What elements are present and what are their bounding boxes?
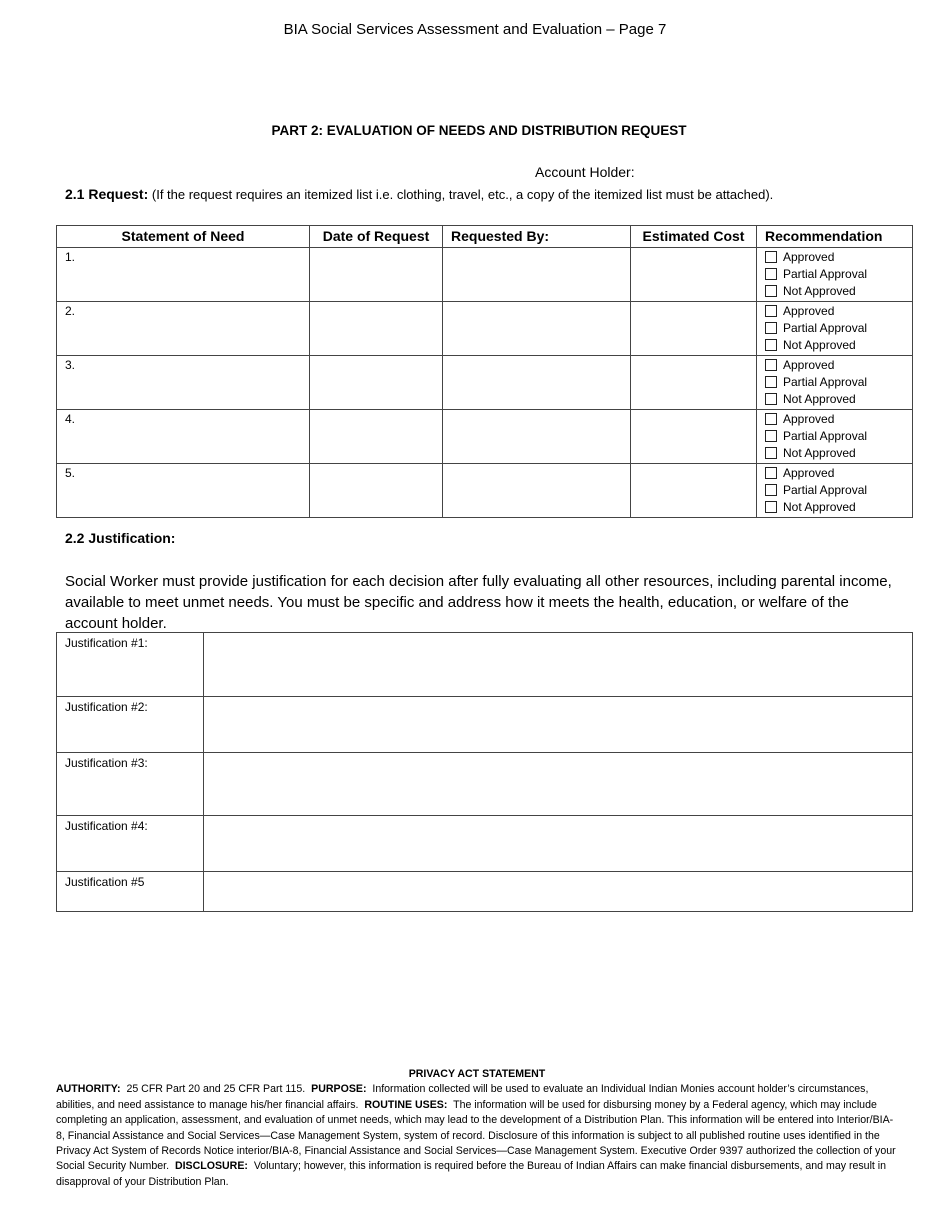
recommendation-option[interactable] bbox=[757, 410, 912, 427]
estimated-cost-cell[interactable] bbox=[631, 410, 757, 464]
justification-row bbox=[57, 697, 913, 753]
justification-table bbox=[56, 632, 913, 912]
header-statement-of-need: Statement of Need bbox=[57, 226, 310, 248]
estimated-cost-cell[interactable] bbox=[631, 248, 757, 302]
authority-label: AUTHORITY: bbox=[56, 1083, 121, 1096]
checkbox[interactable] bbox=[765, 339, 777, 351]
recommendation-option[interactable] bbox=[757, 427, 912, 444]
recommendation-option[interactable] bbox=[757, 373, 912, 390]
option-label: Partial Approval bbox=[783, 266, 868, 281]
row-number: 4. bbox=[65, 412, 76, 426]
request-label: 2.1 Request: bbox=[65, 186, 149, 202]
justification-instructions: Social Worker must provide justification for each decision after fully evaluating all other resources, including parental income, available to meet unmet needs. You must be specific and address how it meets the health, education, or welfare of the account holder. bbox=[65, 573, 892, 632]
statement-of-need-cell[interactable] bbox=[57, 302, 310, 356]
option-label: Not Approved bbox=[783, 499, 856, 514]
justification-heading: 2.2 Justification: bbox=[65, 530, 176, 546]
justification-row bbox=[57, 816, 913, 872]
date-of-request-cell[interactable] bbox=[310, 302, 443, 356]
requested-by-cell[interactable] bbox=[443, 410, 631, 464]
statement-of-need-cell[interactable] bbox=[57, 410, 310, 464]
statement-of-need-cell[interactable] bbox=[57, 464, 310, 518]
justification-field[interactable] bbox=[204, 816, 913, 872]
routine-uses-label: ROUTINE USES: bbox=[364, 1098, 448, 1111]
option-label: Partial Approval bbox=[783, 428, 868, 443]
privacy-title: PRIVACY ACT STATEMENT bbox=[408, 1068, 546, 1080]
checkbox[interactable] bbox=[765, 393, 777, 405]
header-recommendation: Recommendation bbox=[757, 226, 913, 248]
justification-label: Justification #3: bbox=[57, 753, 204, 816]
requested-by-cell[interactable] bbox=[443, 302, 631, 356]
needs-header-row bbox=[57, 226, 913, 248]
disclosure-label: DISCLOSURE: bbox=[174, 1160, 248, 1173]
recommendation-cell bbox=[757, 248, 913, 302]
needs-row bbox=[57, 464, 913, 518]
checkbox[interactable] bbox=[765, 484, 777, 496]
option-label: Not Approved bbox=[783, 283, 856, 298]
header-date-of-request: Date of Request bbox=[310, 226, 443, 248]
justification-field[interactable] bbox=[204, 633, 913, 697]
recommendation-option[interactable] bbox=[757, 265, 912, 282]
needs-row bbox=[57, 248, 913, 302]
needs-row bbox=[57, 302, 913, 356]
recommendation-option[interactable] bbox=[757, 302, 912, 319]
recommendation-option[interactable] bbox=[757, 282, 912, 299]
header-estimated-cost: Estimated Cost bbox=[631, 226, 757, 248]
recommendation-cell bbox=[757, 464, 913, 518]
privacy-body bbox=[56, 1082, 898, 1190]
checkbox[interactable] bbox=[765, 251, 777, 263]
justification-field[interactable] bbox=[204, 753, 913, 816]
option-label: Partial Approval bbox=[783, 320, 868, 335]
row-number: 3. bbox=[65, 358, 76, 372]
estimated-cost-cell[interactable] bbox=[631, 464, 757, 518]
recommendation-cell bbox=[757, 302, 913, 356]
option-label: Approved bbox=[783, 357, 835, 372]
justification-label: Justification #2: bbox=[57, 697, 204, 753]
requested-by-cell[interactable] bbox=[443, 464, 631, 518]
date-of-request-cell[interactable] bbox=[310, 410, 443, 464]
requested-by-cell[interactable] bbox=[443, 356, 631, 410]
recommendation-cell bbox=[757, 356, 913, 410]
option-label: Approved bbox=[783, 249, 835, 264]
needs-row bbox=[57, 410, 913, 464]
estimated-cost-cell[interactable] bbox=[631, 302, 757, 356]
checkbox[interactable] bbox=[765, 268, 777, 280]
statement-of-need-cell[interactable] bbox=[57, 356, 310, 410]
needs-row bbox=[57, 356, 913, 410]
disclosure-text: Voluntary; however, this information is required before the Bureau of Indian Affairs can make financial disbursements, and may result in disapproval of your Distribution Plan. bbox=[56, 1160, 887, 1188]
account-holder-label: Account Holder: bbox=[535, 164, 635, 180]
recommendation-option[interactable] bbox=[757, 481, 912, 498]
option-label: Approved bbox=[783, 303, 835, 318]
checkbox[interactable] bbox=[765, 285, 777, 297]
recommendation-option[interactable] bbox=[757, 444, 912, 461]
justification-row bbox=[57, 753, 913, 816]
justification-label: Justification #1: bbox=[57, 633, 204, 697]
option-label: Approved bbox=[783, 411, 835, 426]
option-label: Not Approved bbox=[783, 337, 856, 352]
privacy-act-statement bbox=[56, 1067, 898, 1190]
option-label: Approved bbox=[783, 465, 835, 480]
recommendation-option[interactable] bbox=[757, 356, 912, 373]
request-line bbox=[65, 186, 925, 202]
checkbox[interactable] bbox=[765, 376, 777, 388]
justification-label: Justification #5 bbox=[57, 872, 204, 912]
recommendation-option[interactable] bbox=[757, 248, 912, 265]
recommendation-cell bbox=[757, 410, 913, 464]
justification-row bbox=[57, 872, 913, 912]
request-note: (If the request requires an itemized list i.e. clothing, travel, etc., a copy of the itemized list must be attached). bbox=[151, 187, 774, 202]
recommendation-option[interactable] bbox=[757, 319, 912, 336]
row-number: 2. bbox=[65, 304, 76, 318]
statement-of-need-cell[interactable] bbox=[57, 248, 310, 302]
date-of-request-cell[interactable] bbox=[310, 248, 443, 302]
requested-by-cell[interactable] bbox=[443, 248, 631, 302]
recommendation-option[interactable] bbox=[757, 464, 912, 481]
recommendation-option[interactable] bbox=[757, 498, 912, 515]
purpose-text: Information collected will be used to evaluate an Individual Indian Monies account holder’s circumstances, abilities, and need assistance to manage his/her financial affairs. bbox=[56, 1083, 869, 1111]
justification-field[interactable] bbox=[204, 872, 913, 912]
option-label: Not Approved bbox=[783, 445, 856, 460]
checkbox[interactable] bbox=[765, 305, 777, 317]
authority-text: 25 CFR Part 20 and 25 CFR Part 115. bbox=[126, 1083, 306, 1096]
justification-field[interactable] bbox=[204, 697, 913, 753]
header-requested-by: Requested By: bbox=[443, 226, 631, 248]
checkbox[interactable] bbox=[765, 430, 777, 442]
purpose-label: PURPOSE: bbox=[311, 1083, 367, 1096]
checkbox[interactable] bbox=[765, 359, 777, 371]
needs-table bbox=[56, 225, 913, 518]
justification-label: Justification #4: bbox=[57, 816, 204, 872]
row-number: 5. bbox=[65, 466, 76, 480]
justification-row bbox=[57, 633, 913, 697]
checkbox[interactable] bbox=[765, 413, 777, 425]
date-of-request-cell[interactable] bbox=[310, 356, 443, 410]
option-label: Partial Approval bbox=[783, 482, 868, 497]
page-header-title: BIA Social Services Assessment and Evaluation – Page 7 bbox=[283, 21, 667, 38]
checkbox[interactable] bbox=[765, 501, 777, 513]
estimated-cost-cell[interactable] bbox=[631, 356, 757, 410]
routine-uses-text: The information will be used for disbursing money by a Federal agency, which may include completing an application, assessment, and evaluation of unmet needs, which may lead to the development of a Distribution Plan. This information will be entered into Interior/BIA-8, Financial Assistance and Social Services—Case Management System, system of record. Disclosure of this information is subject to all published routine uses identified in the Privacy Act System of Records Notice interior/BIA-8, Financial Assistance and Social Services—Case Management System. Executive Order 9397 authorized the collection of your Social Security Number. bbox=[56, 1098, 896, 1173]
part-title: PART 2: EVALUATION OF NEEDS AND DISTRIBUTION REQUEST bbox=[271, 123, 687, 138]
recommendation-option[interactable] bbox=[757, 390, 912, 407]
row-number: 1. bbox=[65, 250, 76, 264]
option-label: Partial Approval bbox=[783, 374, 868, 389]
option-label: Not Approved bbox=[783, 391, 856, 406]
date-of-request-cell[interactable] bbox=[310, 464, 443, 518]
checkbox[interactable] bbox=[765, 322, 777, 334]
recommendation-option[interactable] bbox=[757, 336, 912, 353]
checkbox[interactable] bbox=[765, 447, 777, 459]
checkbox[interactable] bbox=[765, 467, 777, 479]
